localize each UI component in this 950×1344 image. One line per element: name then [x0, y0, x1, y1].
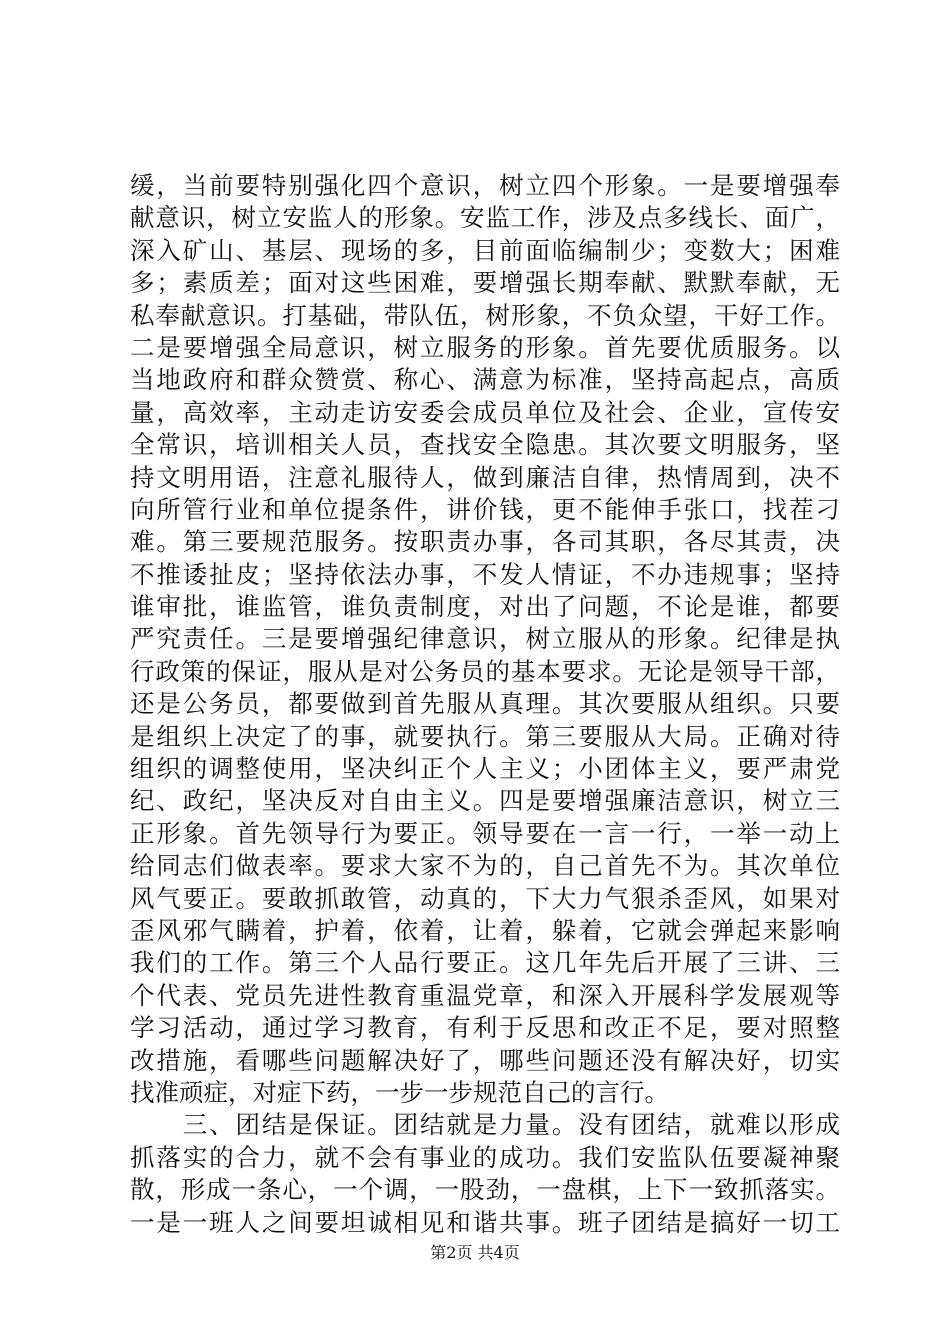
- text-line: 组织的调整使用，坚决纠正个人主义；小团体主义，要严肃党: [130, 754, 840, 784]
- text-line: 向所管行业和单位提条件，讲价钱，更不能伸手张口，找茬刁: [130, 494, 840, 524]
- text-line: 多；素质差；面对这些困难，要增强长期奉献、默默奉献，无: [130, 268, 840, 298]
- text-line: 谁审批，谁监管，谁负责制度，对出了问题，不论是谁，都要: [130, 592, 840, 622]
- text-line: 持文明用语，注意礼服待人，做到廉洁自律，热情周到，决不: [130, 462, 840, 492]
- text-line: 改措施，看哪些问题解决好了，哪些问题还没有解决好，切实: [130, 1045, 840, 1075]
- text-line: 当地政府和群众赞赏、称心、满意为标准，坚持高起点，高质: [130, 365, 840, 395]
- text-line: 三、团结是保证。团结就是力量。没有团结，就难以形成: [130, 1110, 840, 1140]
- text-line: 私奉献意识。打基础，带队伍，树形象，不负众望，干好工作。: [130, 300, 840, 330]
- text-line: 全常识，培训相关人员，查找安全隐患。其次要文明服务，坚: [130, 430, 840, 460]
- text-line: 不推诿扯皮；坚持依法办事，不发人情证，不办违规事；坚持: [130, 559, 840, 589]
- text-line: 难。第三要规范服务。按职责办事，各司其职，各尽其责，决: [130, 527, 840, 557]
- text-line: 缓，当前要特别强化四个意识，树立四个形象。一是要增强奉: [130, 171, 840, 200]
- body-text: [130, 170, 840, 1239]
- text-line: 二是要增强全局意识，树立服务的形象。首先要优质服务。以: [130, 332, 840, 362]
- text-line: 学习活动，通过学习教育，有利于反思和改正不足，要对照整: [130, 1013, 840, 1043]
- text-line: 严究责任。三是要增强纪律意识，树立服从的形象。纪律是执: [130, 624, 840, 654]
- text-line: 行政策的保证，服从是对公务员的基本要求。无论是领导干部，: [130, 656, 840, 686]
- page-footer: 第2页 共4页: [430, 1243, 520, 1262]
- text-line: 风气要正。要敢抓敢管，动真的，下大力气狠杀歪风，如果对: [130, 883, 840, 913]
- text-line: 纪、政纪，坚决反对自由主义。四是要增强廉洁意识，树立三: [130, 786, 840, 816]
- text-line: 量，高效率，主动走访安委会成员单位及社会、企业，宣传安: [130, 397, 840, 427]
- text-line: 散，形成一条心，一个调，一股劲，一盘棋，上下一致抓落实。: [130, 1175, 840, 1205]
- text-line: 找准顽症，对症下药，一步一步规范自己的言行。: [130, 1077, 669, 1107]
- text-line: 是组织上决定了的事，就要执行。第三要服从大局。正确对待: [130, 721, 840, 751]
- text-line: 我们的工作。第三个人品行要正。这几年先后开展了三讲、三: [130, 948, 840, 978]
- text-line: 正形象。首先领导行为要正。领导要在一言一行，一举一动上: [130, 818, 840, 848]
- text-line: 个代表、党员先进性教育重温党章，和深入开展科学发展观等: [130, 980, 840, 1010]
- text-line: 抓落实的合力，就不会有事业的成功。我们安监队伍要凝神聚: [130, 1142, 840, 1172]
- text-line: 一是一班人之间要坦诚相见和谐共事。班子团结是搞好一切工: [130, 1207, 840, 1237]
- text-line: 歪风邪气瞒着，护着，依着，让着，躲着，它就会弹起来影响: [130, 915, 840, 945]
- text-line: 献意识，树立安监人的形象。安监工作，涉及点多线长、面广，: [130, 203, 840, 233]
- text-line: 深入矿山、基层、现场的多，目前面临编制少；变数大；困难: [130, 235, 840, 265]
- text-line: 给同志们做表率。要求大家不为的，自己首先不为。其次单位: [130, 851, 840, 881]
- text-line: 还是公务员，都要做到首先服从真理。其次要服从组织。只要: [130, 689, 840, 719]
